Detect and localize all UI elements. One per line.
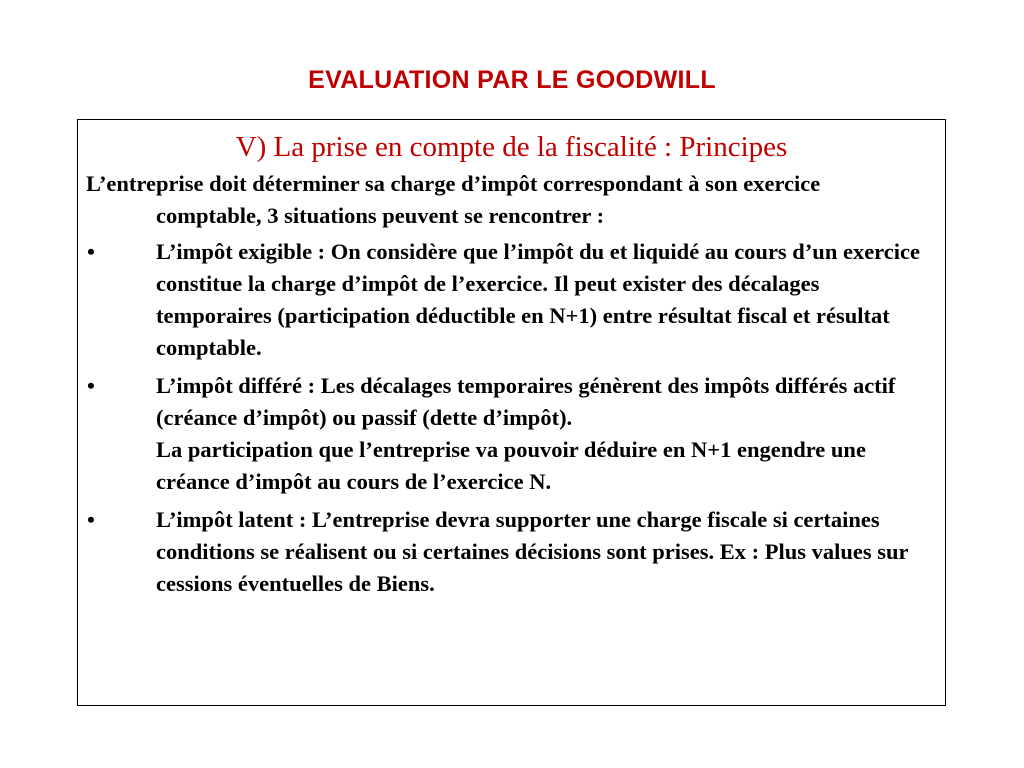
section-heading: V) La prise en compte de la fiscalité : Principes (235, 131, 788, 163)
bullet-item-impot-latent (78, 504, 945, 600)
bullet-item-impot-exigible (78, 236, 945, 364)
bullet-icon: • (87, 507, 95, 532)
content-box (77, 119, 946, 706)
slide-title: EVALUATION PAR LE GOODWILL (308, 66, 716, 94)
bullet-item-impot-differe (78, 370, 945, 498)
bullet-text-continued: La participation que l’entreprise va pouvoir déduire en N+1 engendre une créance d’impôt au cours de l’exercice N. (156, 437, 866, 494)
bullet-icon: • (87, 373, 95, 398)
bullet-text: L’impôt exigible : On considère que l’impôt du et liquidé au cours d’un exercice constitue la charge d’impôt de l’exercice. Il peut exister des décalages temporaires (participation déductible en N+1) entre résultat fiscal et résultat comptable. (156, 239, 920, 360)
bullet-text: L’impôt différé : Les décalages temporaires génèrent des impôts différés actif (créance d’impôt) ou passif (dette d’impôt). (156, 373, 896, 430)
intro-paragraph: L’entreprise doit déterminer sa charge d’impôt correspondant à son exercice comptable, 3 situations peuvent se rencontrer : (86, 171, 821, 228)
bullet-list (78, 236, 945, 600)
bullet-text: L’impôt latent : L’entreprise devra supporter une charge fiscale si certaines conditions se réalisent ou si certaines décisions sont prises. Ex : Plus values sur cessions éventuelles de Biens. (156, 507, 909, 596)
bullet-icon: • (87, 239, 95, 264)
